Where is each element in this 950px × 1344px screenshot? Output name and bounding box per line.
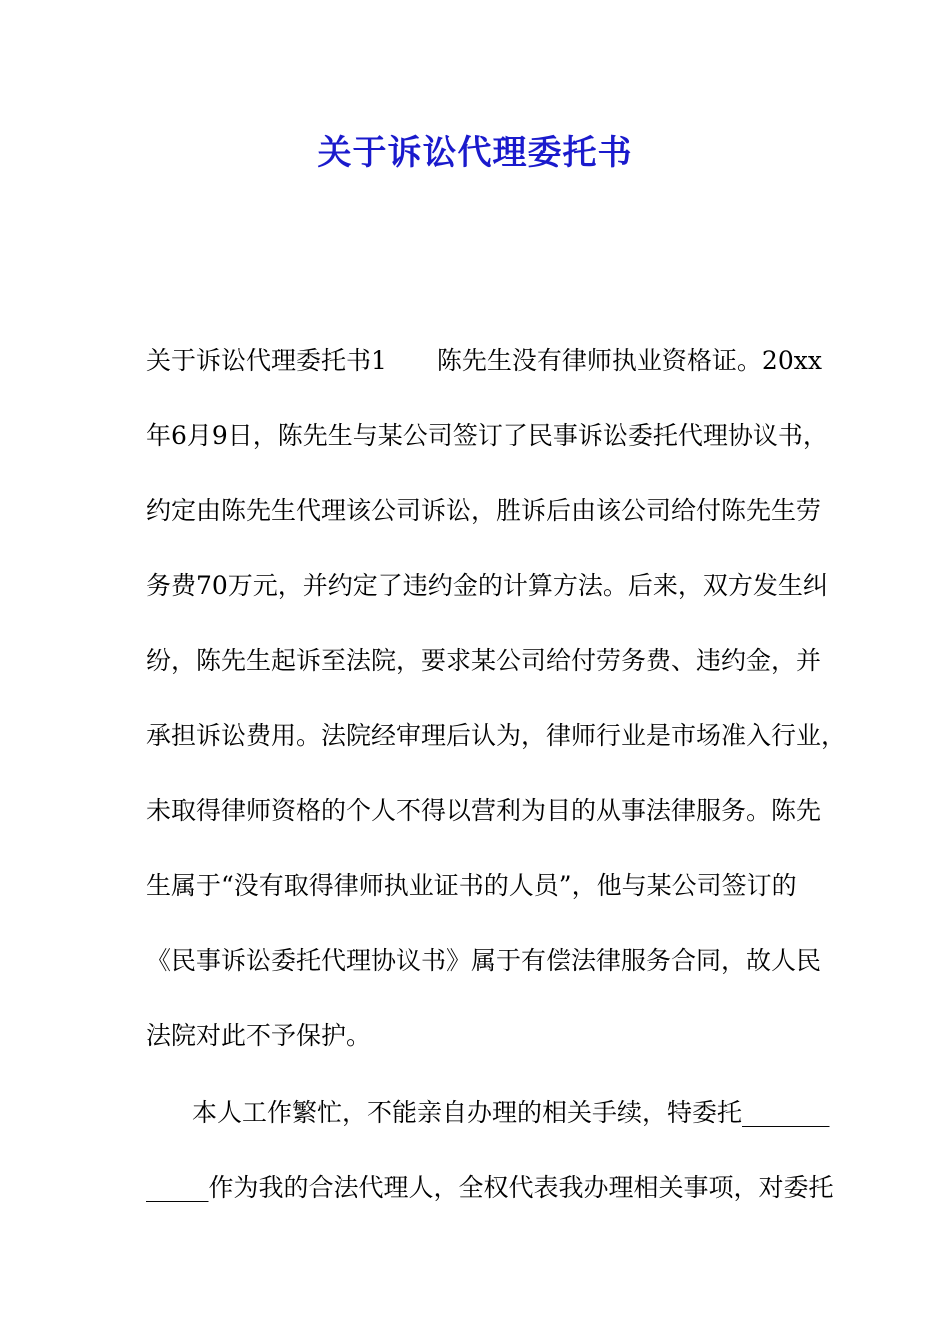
paragraph-line: 承担诉讼费用。法院经审理后认为，律师行业是市场准入行业， xyxy=(146,721,847,750)
paragraph-line: 务费70万元，并约定了违约金的计算方法。后来，双方发生纠 xyxy=(146,571,828,600)
paragraph-line: 《民事诉讼委托代理协议书》属于有偿法律服务合同，故人民 xyxy=(146,946,822,975)
paragraph-line: 本人工作繁忙，不能亲自办理的相关手续，特委托_______ xyxy=(192,1098,830,1127)
paragraph-line: 约定由陈先生代理该公司诉讼，胜诉后由该公司给付陈先生劳 xyxy=(146,496,822,525)
paragraph-line: 未取得律师资格的个人不得以营利为目的从事法律服务。陈先 xyxy=(146,796,822,825)
paragraph-line: 关于诉讼代理委托书1 陈先生没有律师执业资格证。20xx xyxy=(146,346,822,375)
paragraph-line: 年6月9日，陈先生与某公司签订了民事诉讼委托代理协议书， xyxy=(146,421,828,450)
paragraph-line: _____作为我的合法代理人，全权代表我办理相关事项，对委托 xyxy=(146,1173,834,1202)
paragraph-line: 生属于“没有取得律师执业证书的人员”，他与某公司签订的 xyxy=(146,871,797,900)
document-title: 关于诉讼代理委托书 xyxy=(317,133,633,173)
paragraph-line: 纷，陈先生起诉至法院，要求某公司给付劳务费、违约金，并 xyxy=(146,646,822,675)
paragraph-line: 法院对此不予保护。 xyxy=(146,1021,372,1050)
